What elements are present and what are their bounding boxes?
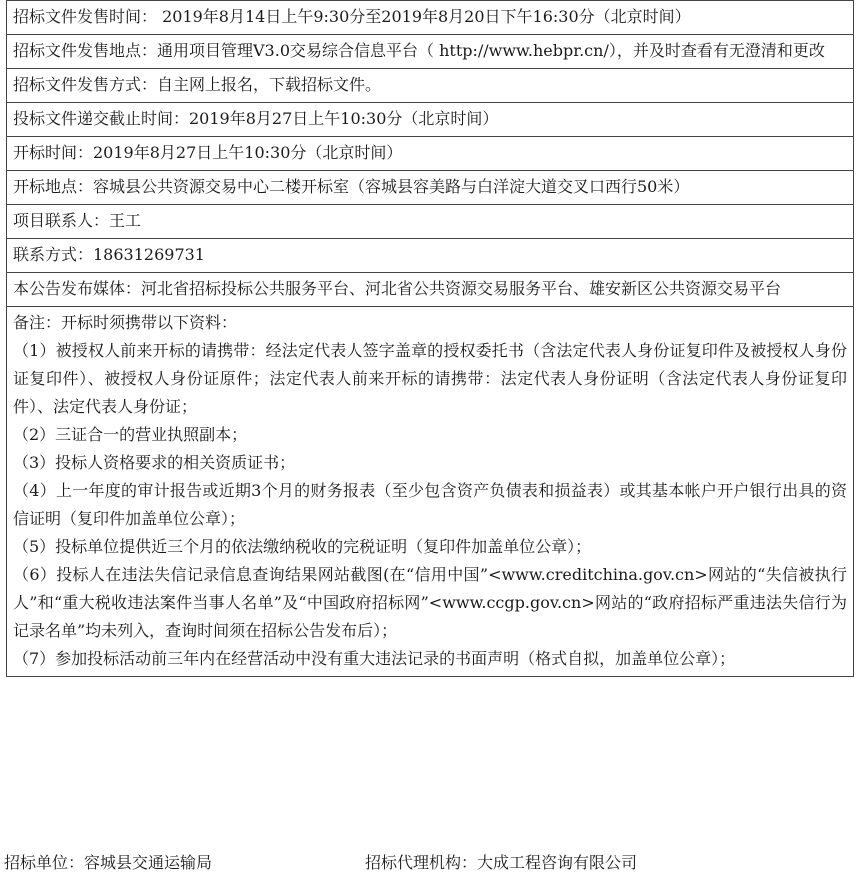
open-place-cell: 开标地点：容城县公共资源交易中心二楼开标室（容城县容美路与白洋淀大道交叉口西行50米）	[7, 171, 854, 205]
row-sale-time	[7, 1, 854, 35]
sale-place-cell: 招标文件发售地点：通用项目管理V3.0交易综合信息平台（ http://www.hebpr.cn/），并及时查看有无澄清和更改	[7, 35, 854, 69]
note-item-7: （7）参加投标活动前三年内在经营活动中没有重大违法记录的书面声明（格式自拟，加盖单位公章）；	[13, 649, 736, 668]
sale-time-cell: 招标文件发售时间： 2019年8月14日上午9:30分至2019年8月20日下午16:30分（北京时间）	[7, 1, 854, 35]
row-notes	[7, 307, 854, 677]
contact-phone-cell: 联系方式：18631269731	[7, 239, 854, 273]
open-time-cell: 开标时间：2019年8月27日上午10:30分（北京时间）	[7, 137, 854, 171]
signature-footer	[4, 849, 854, 877]
sale-method-cell: 招标文件发售方式：自主网上报名，下载招标文件。	[7, 69, 854, 103]
notes-heading: 备注：开标时须携带以下资料：	[13, 313, 238, 332]
agency-label: 招标代理机构：大成工程咨询有限公司	[365, 853, 638, 872]
note-item-5: （5）投标单位提供近三个月的依法缴纳税收的完税证明（复印件加盖单位公章）；	[13, 537, 592, 556]
row-media	[7, 273, 854, 307]
note-item-3: （3）投标人资格要求的相关资质证书；	[13, 453, 296, 472]
row-contact-phone	[7, 239, 854, 273]
tenderer-label: 招标单位：容城县交通运输局	[4, 853, 213, 872]
submit-deadline-cell: 投标文件递交截止时间：2019年8月27日上午10:30分（北京时间）	[7, 103, 854, 137]
row-open-place	[7, 171, 854, 205]
note-item-1: （1）被授权人前来开标的请携带：经法定代表人签字盖章的授权委托书（含法定代表人身份证复印件及被授权人身份证复印件）、被授权人身份证原件；法定代表人前来开标的请携带：法定代表人身份证明（含法定代表人身份证复印件）、法定代表人身份证；	[13, 341, 847, 416]
notes-cell	[7, 307, 854, 677]
tender-info-table	[6, 0, 854, 677]
row-sale-method	[7, 69, 854, 103]
row-submit-deadline	[7, 103, 854, 137]
note-item-6: （6）投标人在违法失信记录信息查询结果网站截图(在“信用中国”<www.creditchina.gov.cn>网站的“失信被执行人”和“重大税收违法案件当事人名单”及“中国政府招标网”<www.ccgp.gov.cn>网站的“政府招标严重违法失信行为记录名单”均未列入，查询时间须在招标公告发布后）；	[13, 565, 847, 640]
media-cell: 本公告发布媒体：河北省招标投标公共服务平台、河北省公共资源交易服务平台、雄安新区公共资源交易平台	[7, 273, 854, 307]
note-item-4: （4）上一年度的审计报告或近期3个月的财务报表（至少包含资产负债表和损益表）或其基本帐户开户银行出具的资信证明（复印件加盖单位公章）；	[13, 481, 847, 528]
row-sale-place	[7, 35, 854, 69]
row-open-time	[7, 137, 854, 171]
contact-person-cell: 项目联系人：王工	[7, 205, 854, 239]
row-contact-person	[7, 205, 854, 239]
note-item-2: （2）三证合一的营业执照副本；	[13, 425, 248, 444]
